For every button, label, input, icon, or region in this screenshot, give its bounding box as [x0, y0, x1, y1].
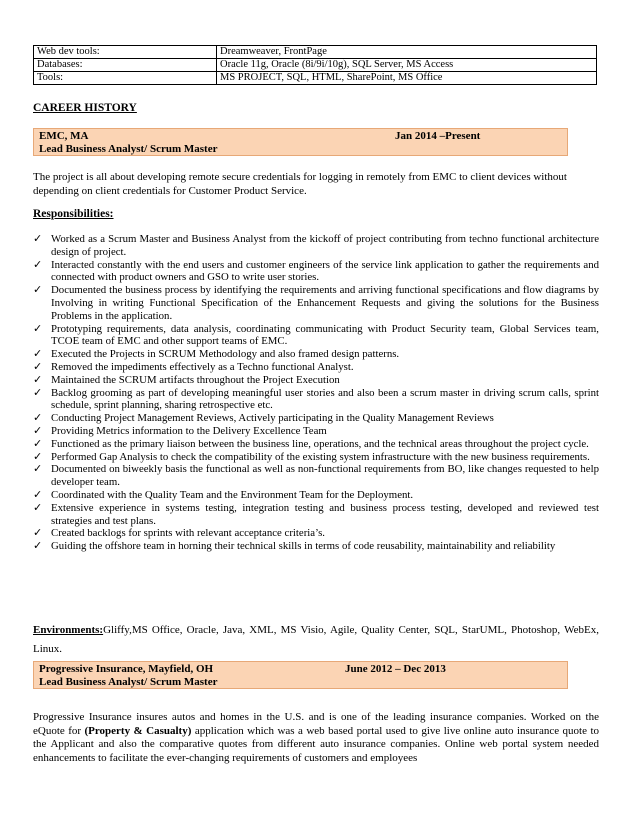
- list-item: [33, 412, 599, 425]
- list-item: [33, 489, 599, 502]
- skill-label: Tools:: [34, 72, 217, 85]
- checkmark-icon: ✓: [33, 450, 43, 463]
- list-item: [33, 527, 599, 540]
- responsibility-text: Coordinated with the Quality Team and the Environment Team for the Deployment.: [51, 488, 414, 501]
- job-role: Lead Business Analyst/ Scrum Master: [39, 676, 218, 688]
- environments-value: Gliffy,MS Office, Oracle, Java, XML, MS Visio, Agile, Quality Center, SQL, StarUML, Photoshop, WebEx, Linux.: [33, 624, 599, 655]
- responsibilities-heading: Responsibilities:: [33, 208, 114, 220]
- checkmark-icon: ✓: [33, 258, 43, 271]
- checkmark-icon: ✓: [33, 527, 43, 540]
- checkmark-icon: ✓: [33, 437, 43, 450]
- list-item: [33, 425, 599, 438]
- job-role: Lead Business Analyst/ Scrum Master: [39, 143, 218, 155]
- summary-text: Progressive Insurance insures autos and homes in the U.S. and is one of the leading insurance companies. Worked on the eQuote for: [33, 711, 599, 737]
- responsibility-text: Documented on biweekly basis the functional as well as non-functional requirements from BO, like changes requested to help developer team.: [51, 463, 599, 489]
- checkmark-icon: ✓: [33, 373, 43, 386]
- checkmark-icon: ✓: [33, 424, 43, 437]
- checkmark-icon: ✓: [33, 233, 43, 245]
- list-item: [33, 348, 599, 361]
- list-item: [33, 374, 599, 387]
- responsibility-text: Documented the business process by identifying the requirements and arriving functional specifications and flow diagrams by Involving in writing Functional Specification of the Enhancement Requests and giving the solutions for the Business Problems in the application.: [51, 284, 599, 322]
- skill-label: Databases:: [34, 59, 217, 72]
- checkmark-icon: ✓: [33, 322, 43, 335]
- list-item: [33, 463, 599, 489]
- job-header-progressive: [33, 661, 568, 689]
- checkmark-icon: ✓: [33, 360, 43, 373]
- list-item: [33, 387, 599, 413]
- career-history-heading: CAREER HISTORY: [33, 102, 137, 114]
- list-item: [33, 323, 599, 349]
- list-item: [33, 451, 599, 464]
- checkmark-icon: ✓: [33, 540, 43, 553]
- responsibility-text: Maintained the SCRUM artifacts throughout the Project Execution: [51, 373, 340, 386]
- environments-paragraph: [33, 621, 599, 659]
- list-item: [33, 502, 599, 528]
- job-company: EMC, MA: [39, 130, 89, 142]
- summary-text: application which was a web based portal used to give live online auto insurance quote to the Applicant and also the comparative quotes from different auto insurance companies. Online web portal system needed enhancements to facilitate the ever-changing requirements of customers and employees: [33, 724, 599, 764]
- checkmark-icon: ✓: [33, 463, 43, 476]
- checkmark-icon: ✓: [33, 501, 43, 514]
- skills-table: [33, 45, 597, 85]
- table-row: [34, 46, 597, 59]
- responsibility-text: Extensive experience in systems testing, integration testing and business process testing, developed and reviewed test strategies and test plans.: [51, 501, 599, 527]
- skill-value: MS PROJECT, SQL, HTML, SharePoint, MS Office: [217, 72, 597, 85]
- job-summary: [33, 711, 599, 765]
- checkmark-icon: ✓: [33, 348, 43, 361]
- checkmark-icon: ✓: [33, 284, 43, 297]
- responsibilities-list: [33, 233, 599, 553]
- job-dates: Jan 2014 –Present: [395, 130, 481, 142]
- responsibility-text: Prototyping requirements, data analysis, coordinating communicating with Product Security team, Global Services team, TCOE team of EMC and other support teams of EMC.: [51, 322, 599, 348]
- checkmark-icon: ✓: [33, 412, 43, 425]
- list-item: [33, 284, 599, 322]
- responsibility-text: Interacted constantly with the end users and customer engineers of the service link application to gather the requirements and connected with product owners and GSO to write user stories.: [51, 258, 599, 284]
- table-row: [34, 72, 597, 85]
- skill-value: Dreamweaver, FrontPage: [217, 46, 597, 59]
- checkmark-icon: ✓: [33, 386, 43, 399]
- responsibility-text: Conducting Project Management Reviews, Actively participating in the Quality Management Reviews: [51, 412, 494, 425]
- responsibility-text: Worked as a Scrum Master and Business Analyst from the kickoff of project contributing from techno functional architecture design of project.: [51, 233, 599, 258]
- summary-bold-text: (Property & Casualty): [84, 724, 192, 737]
- environments-label: Environments:: [33, 624, 104, 636]
- checkmark-icon: ✓: [33, 488, 43, 501]
- responsibility-text: Performed Gap Analysis to check the compatibility of the existing system infrastructure with the new business requirements.: [51, 450, 590, 463]
- list-item: [33, 361, 599, 374]
- list-item: [33, 438, 599, 451]
- skill-label: Web dev tools:: [34, 46, 217, 59]
- responsibility-text: Backlog grooming as part of developing meaningful user stories and also been a scrum master in driving scrum calls, sprint schedule, sprint planning, sharing retrospective etc.: [51, 386, 599, 412]
- job-header-emc: [33, 128, 568, 156]
- responsibility-text: Functioned as the primary liaison between the business line, operations, and the technical areas throughout the project cycle.: [51, 437, 589, 450]
- responsibility-text: Guiding the offshore team in horning their technical skills in terms of code reusability, maintainability and reliability: [51, 540, 556, 553]
- responsibility-text: Created backlogs for sprints with relevant acceptance criteria’s.: [51, 527, 326, 540]
- table-row: [34, 59, 597, 72]
- responsibility-text: Providing Metrics information to the Delivery Excellence Team: [51, 424, 327, 437]
- responsibility-text: Executed the Projects in SCRUM Methodology and also framed design patterns.: [51, 348, 400, 361]
- list-item: [33, 540, 599, 553]
- job-company: Progressive Insurance, Mayfield, OH: [39, 663, 214, 675]
- responsibility-text: Removed the impediments effectively as a Techno functional Analyst.: [51, 360, 354, 373]
- list-item: [33, 233, 599, 259]
- job-summary: The project is all about developing remote secure credentials for logging in remotely from EMC to client devices without depending on client credentials for Customer Product Service.: [33, 171, 567, 197]
- list-item: [33, 259, 599, 285]
- skill-value: Oracle 11g, Oracle (8i/9i/10g), SQL Server, MS Access: [217, 59, 597, 72]
- job-dates: June 2012 – Dec 2013: [345, 663, 446, 675]
